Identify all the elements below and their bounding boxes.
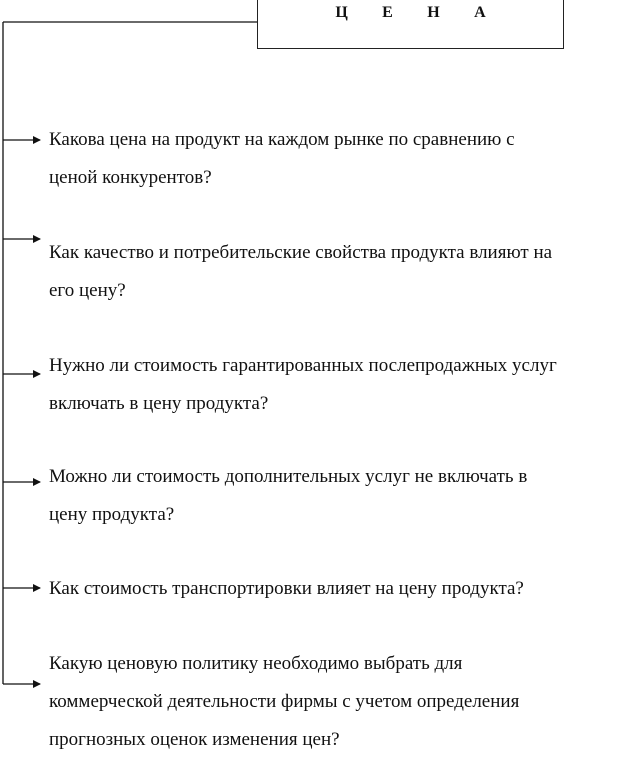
title-text: Ц Е Н А bbox=[335, 4, 501, 21]
question-4-line-1: Можно ли стоимость дополнительных услуг не включать в bbox=[49, 466, 528, 487]
question-4-line-2: цену продукта? bbox=[49, 504, 175, 525]
question-6-line-3: прогнозных оценок изменения цен? bbox=[49, 729, 340, 750]
question-item-3 bbox=[49, 347, 627, 423]
title-box bbox=[257, 0, 564, 49]
question-6-line-2: коммерческой деятельности фирмы с учетом определения bbox=[49, 691, 520, 712]
question-1-line-1: Какова цена на продукт на каждом рынке по сравнению с bbox=[49, 129, 515, 150]
question-3-line-1: Нужно ли стоимость гарантированных послепродажных услуг bbox=[49, 355, 557, 376]
question-item-4 bbox=[49, 458, 627, 534]
question-3-line-2: включать в цену продукта? bbox=[49, 393, 269, 414]
question-1-line-2: ценой конкурентов? bbox=[49, 167, 212, 188]
question-item-2 bbox=[49, 234, 627, 310]
question-item-6 bbox=[49, 645, 627, 759]
question-item-1 bbox=[49, 121, 627, 197]
question-item-5 bbox=[49, 570, 627, 608]
question-6-line-1: Какую ценовую политику необходимо выбрать для bbox=[49, 653, 463, 674]
question-2-line-1: Как качество и потребительские свойства продукта влияют на bbox=[49, 242, 553, 263]
question-2-line-2: его цену? bbox=[49, 280, 126, 301]
question-5-line-1: Как стоимость транспортировки влияет на цену продукта? bbox=[49, 578, 524, 599]
